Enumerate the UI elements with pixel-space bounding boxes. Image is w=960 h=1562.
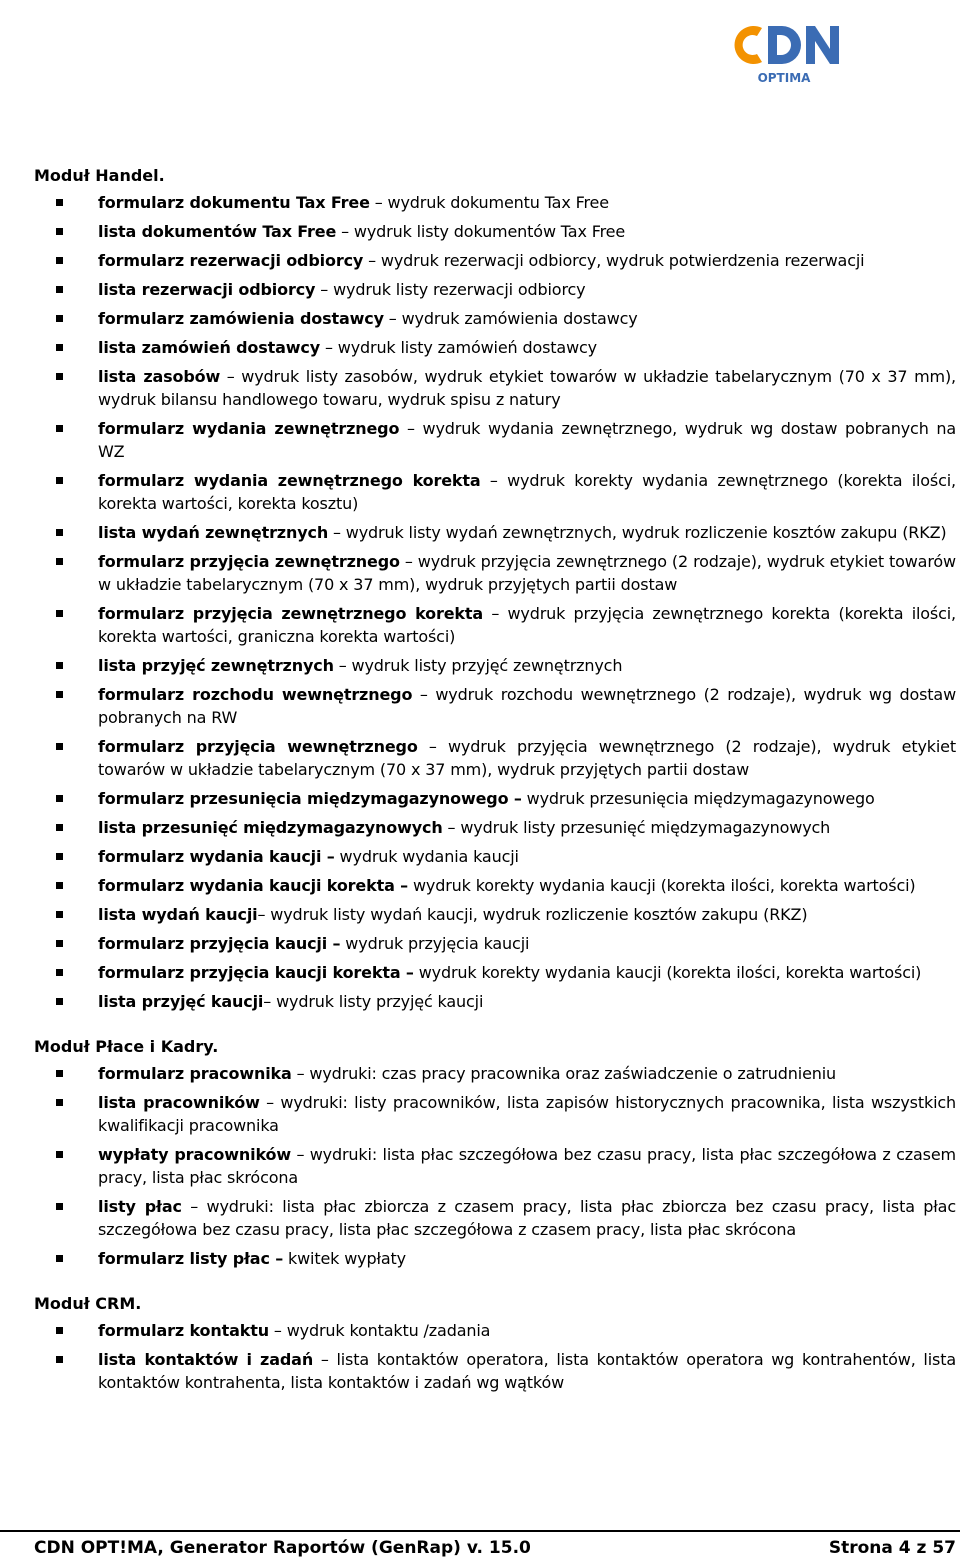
square-bullet-icon bbox=[56, 1255, 63, 1262]
list-item bbox=[34, 191, 956, 214]
item-description: – wydruk listy zamówień dostawcy bbox=[320, 338, 597, 357]
list-item bbox=[34, 521, 956, 544]
module-section bbox=[34, 1035, 956, 1270]
list-item bbox=[34, 735, 956, 781]
list-item bbox=[34, 816, 956, 839]
item-description: – wydruk dokumentu Tax Free bbox=[369, 193, 609, 212]
item-description: – wydruk listy przesunięć międzymagazynowych bbox=[442, 818, 831, 837]
item-term: formularz listy płac – bbox=[98, 1249, 284, 1268]
item-term: formularz rezerwacji odbiorcy bbox=[98, 251, 364, 270]
square-bullet-icon bbox=[56, 911, 63, 918]
square-bullet-icon bbox=[56, 425, 63, 432]
item-term: lista wydań kaucji bbox=[98, 905, 258, 924]
item-description: – wydruki: czas pracy pracownika oraz zaświadczenie o zatrudnieniu bbox=[291, 1064, 837, 1083]
item-term: formularz pracownika bbox=[98, 1064, 292, 1083]
item-term: formularz wydania zewnętrznego korekta bbox=[98, 471, 481, 490]
item-term: lista przesunięć międzymagazynowych bbox=[98, 818, 443, 837]
list-item bbox=[34, 365, 956, 411]
item-term: lista zamówień dostawcy bbox=[98, 338, 321, 357]
item-description: – wydruk korekty wydania zewnętrznego (korekta ilości, korekta wartości, korekta kosztu) bbox=[98, 471, 956, 513]
section-title: Moduł CRM. bbox=[34, 1294, 142, 1313]
item-term: lista przyjęć zewnętrznych bbox=[98, 656, 334, 675]
item-term: lista dokumentów Tax Free bbox=[98, 222, 337, 241]
cdn-optima-logo bbox=[726, 12, 850, 90]
item-description: – wydruki: lista płac szczegółowa bez czasu pracy, lista płac szczegółowa z czasem pracy, lista płac skrócona bbox=[98, 1145, 956, 1187]
item-description: – wydruk rozchodu wewnętrznego (2 rodzaje), wydruk wg dostaw pobranych na RW bbox=[98, 685, 957, 727]
item-term: formularz rozchodu wewnętrznego bbox=[98, 685, 413, 704]
list-item bbox=[34, 1091, 956, 1137]
square-bullet-icon bbox=[56, 998, 63, 1005]
item-term: wypłaty pracowników bbox=[98, 1145, 291, 1164]
square-bullet-icon bbox=[56, 373, 63, 380]
square-bullet-icon bbox=[56, 257, 63, 264]
list-item bbox=[34, 845, 956, 868]
item-description: – wydruk przyjęcia zewnętrznego korekta (korekta ilości, korekta wartości, graniczna korekta wartości) bbox=[98, 604, 956, 646]
square-bullet-icon bbox=[56, 662, 63, 669]
square-bullet-icon bbox=[56, 228, 63, 235]
list-item bbox=[34, 336, 956, 359]
item-description: – wydruk listy wydań kaucji, wydruk rozliczenie kosztów zakupu (RKZ) bbox=[257, 905, 808, 924]
square-bullet-icon bbox=[56, 1151, 63, 1158]
item-description: – wydruk listy wydań zewnętrznych, wydruk rozliczenie kosztów zakupu (RKZ) bbox=[328, 523, 947, 542]
square-bullet-icon bbox=[56, 286, 63, 293]
item-term: formularz przyjęcia zewnętrznego korekta bbox=[98, 604, 484, 623]
list-item bbox=[34, 683, 956, 729]
square-bullet-icon bbox=[56, 477, 63, 484]
square-bullet-icon bbox=[56, 1099, 63, 1106]
item-term: formularz wydania zewnętrznego bbox=[98, 419, 400, 438]
footer-title: CDN OPT!MA, Generator Raportów (GenRap) v. 15.0 bbox=[34, 1538, 531, 1558]
item-term: lista przyjęć kaucji bbox=[98, 992, 264, 1011]
item-term: lista pracowników bbox=[98, 1093, 260, 1112]
list-item bbox=[34, 278, 956, 301]
list-item bbox=[34, 1143, 956, 1189]
report-list bbox=[34, 1062, 956, 1270]
item-description: wydruk przesunięcia międzymagazynowego bbox=[521, 789, 875, 808]
list-item bbox=[34, 903, 956, 926]
item-term: lista wydań zewnętrznych bbox=[98, 523, 329, 542]
item-description: – wydruk zamówienia dostawcy bbox=[383, 309, 638, 328]
list-item bbox=[34, 1247, 956, 1270]
item-description: – wydruk rezerwacji odbiorcy, wydruk potwierdzenia rezerwacji bbox=[363, 251, 865, 270]
square-bullet-icon bbox=[56, 1203, 63, 1210]
list-item bbox=[34, 417, 956, 463]
list-item bbox=[34, 1062, 956, 1085]
page-footer bbox=[0, 1530, 960, 1562]
item-description: – wydruk wydania zewnętrznego, wydruk wg dostaw pobranych na WZ bbox=[98, 419, 956, 461]
square-bullet-icon bbox=[56, 1356, 63, 1363]
square-bullet-icon bbox=[56, 344, 63, 351]
item-term: formularz wydania kaucji korekta – bbox=[98, 876, 409, 895]
list-item bbox=[34, 220, 956, 243]
square-bullet-icon bbox=[56, 824, 63, 831]
item-term: lista rezerwacji odbiorcy bbox=[98, 280, 316, 299]
list-item bbox=[34, 1319, 956, 1342]
item-description: wydruk korekty wydania kaucji (korekta ilości, korekta wartości) bbox=[408, 876, 916, 895]
list-item bbox=[34, 654, 956, 677]
item-description: – lista kontaktów operatora, lista kontaktów operatora wg kontrahentów, lista kontaktów kontrahenta, lista kontaktów i zadań wg wątków bbox=[98, 1350, 956, 1392]
list-item bbox=[34, 550, 956, 596]
section-title: Moduł Płace i Kadry. bbox=[34, 1037, 219, 1056]
square-bullet-icon bbox=[56, 558, 63, 565]
list-item bbox=[34, 1348, 956, 1394]
item-description: – wydruk przyjęcia zewnętrznego (2 rodzaje), wydruk etykiet towarów w układzie tabelarycznym (70 x 37 mm), wydruk przyjętych partii dostaw bbox=[98, 552, 956, 594]
item-term: lista kontaktów i zadań bbox=[98, 1350, 314, 1369]
item-term: formularz przyjęcia zewnętrznego bbox=[98, 552, 400, 571]
item-term: formularz zamówienia dostawcy bbox=[98, 309, 384, 328]
square-bullet-icon bbox=[56, 315, 63, 322]
document-body bbox=[34, 164, 956, 1416]
square-bullet-icon bbox=[56, 882, 63, 889]
list-item bbox=[34, 961, 956, 984]
list-item bbox=[34, 1195, 956, 1241]
item-description: – wydruk listy zasobów, wydruk etykiet towarów w układzie tabelarycznym (70 x 37 mm), wydruk bilansu handlowego towaru, wydruk spisu z natury bbox=[98, 367, 956, 409]
item-description: wydruk korekty wydania kaucji (korekta ilości, korekta wartości) bbox=[413, 963, 922, 982]
item-term: formularz dokumentu Tax Free bbox=[98, 193, 370, 212]
report-list bbox=[34, 191, 956, 1013]
item-term: formularz przyjęcia kaucji korekta – bbox=[98, 963, 414, 982]
list-item bbox=[34, 932, 956, 955]
list-item bbox=[34, 249, 956, 272]
list-item bbox=[34, 307, 956, 330]
square-bullet-icon bbox=[56, 743, 63, 750]
item-description: – wydruk listy rezerwacji odbiorcy bbox=[315, 280, 586, 299]
square-bullet-icon bbox=[56, 795, 63, 802]
square-bullet-icon bbox=[56, 199, 63, 206]
item-description: wydruk wydania kaucji bbox=[334, 847, 519, 866]
item-description: – wydruki: lista płac zbiorcza z czasem pracy, lista płac zbiorcza bez czasu pracy, lista płac szczegółowa bez czasu pracy, lista płac szczegółowa z czasem pracy, lista płac skrócona bbox=[98, 1197, 956, 1239]
list-item bbox=[34, 874, 956, 897]
item-term: formularz wydania kaucji – bbox=[98, 847, 335, 866]
page-number: Strona 4 z 57 bbox=[828, 1538, 956, 1558]
square-bullet-icon bbox=[56, 969, 63, 976]
item-term: formularz przyjęcia wewnętrznego bbox=[98, 737, 418, 756]
module-section bbox=[34, 1292, 956, 1394]
item-term: formularz przesunięcia międzymagazynowego – bbox=[98, 789, 522, 808]
square-bullet-icon bbox=[56, 1070, 63, 1077]
item-term: lista zasobów bbox=[98, 367, 221, 386]
logo-subtitle: OPTIMA bbox=[757, 71, 811, 85]
square-bullet-icon bbox=[56, 940, 63, 947]
report-list bbox=[34, 1319, 956, 1394]
item-description: – wydruk listy przyjęć kaucji bbox=[263, 992, 484, 1011]
item-term: formularz przyjęcia kaucji – bbox=[98, 934, 341, 953]
square-bullet-icon bbox=[56, 610, 63, 617]
list-item bbox=[34, 602, 956, 648]
item-description: – wydruki: listy pracowników, lista zapisów historycznych pracownika, lista wszystkich kwalifikacji pracownika bbox=[98, 1093, 956, 1135]
square-bullet-icon bbox=[56, 1327, 63, 1334]
square-bullet-icon bbox=[56, 529, 63, 536]
square-bullet-icon bbox=[56, 853, 63, 860]
item-description: – wydruk listy dokumentów Tax Free bbox=[336, 222, 626, 241]
item-description: – wydruk kontaktu /zadania bbox=[268, 1321, 491, 1340]
item-term: formularz kontaktu bbox=[98, 1321, 269, 1340]
list-item bbox=[34, 990, 956, 1013]
list-item bbox=[34, 469, 956, 515]
section-title: Moduł Handel. bbox=[34, 166, 165, 185]
list-item bbox=[34, 787, 956, 810]
item-description: kwitek wypłaty bbox=[283, 1249, 406, 1268]
module-section bbox=[34, 164, 956, 1013]
item-description: – wydruk listy przyjęć zewnętrznych bbox=[333, 656, 623, 675]
item-term: listy płac bbox=[98, 1197, 182, 1216]
item-description: – wydruk przyjęcia wewnętrznego (2 rodzaje), wydruk etykiet towarów w układzie tabelarycznym (70 x 37 mm), wydruk przyjętych partii dostaw bbox=[98, 737, 956, 779]
item-description: wydruk przyjęcia kaucji bbox=[340, 934, 530, 953]
square-bullet-icon bbox=[56, 691, 63, 698]
